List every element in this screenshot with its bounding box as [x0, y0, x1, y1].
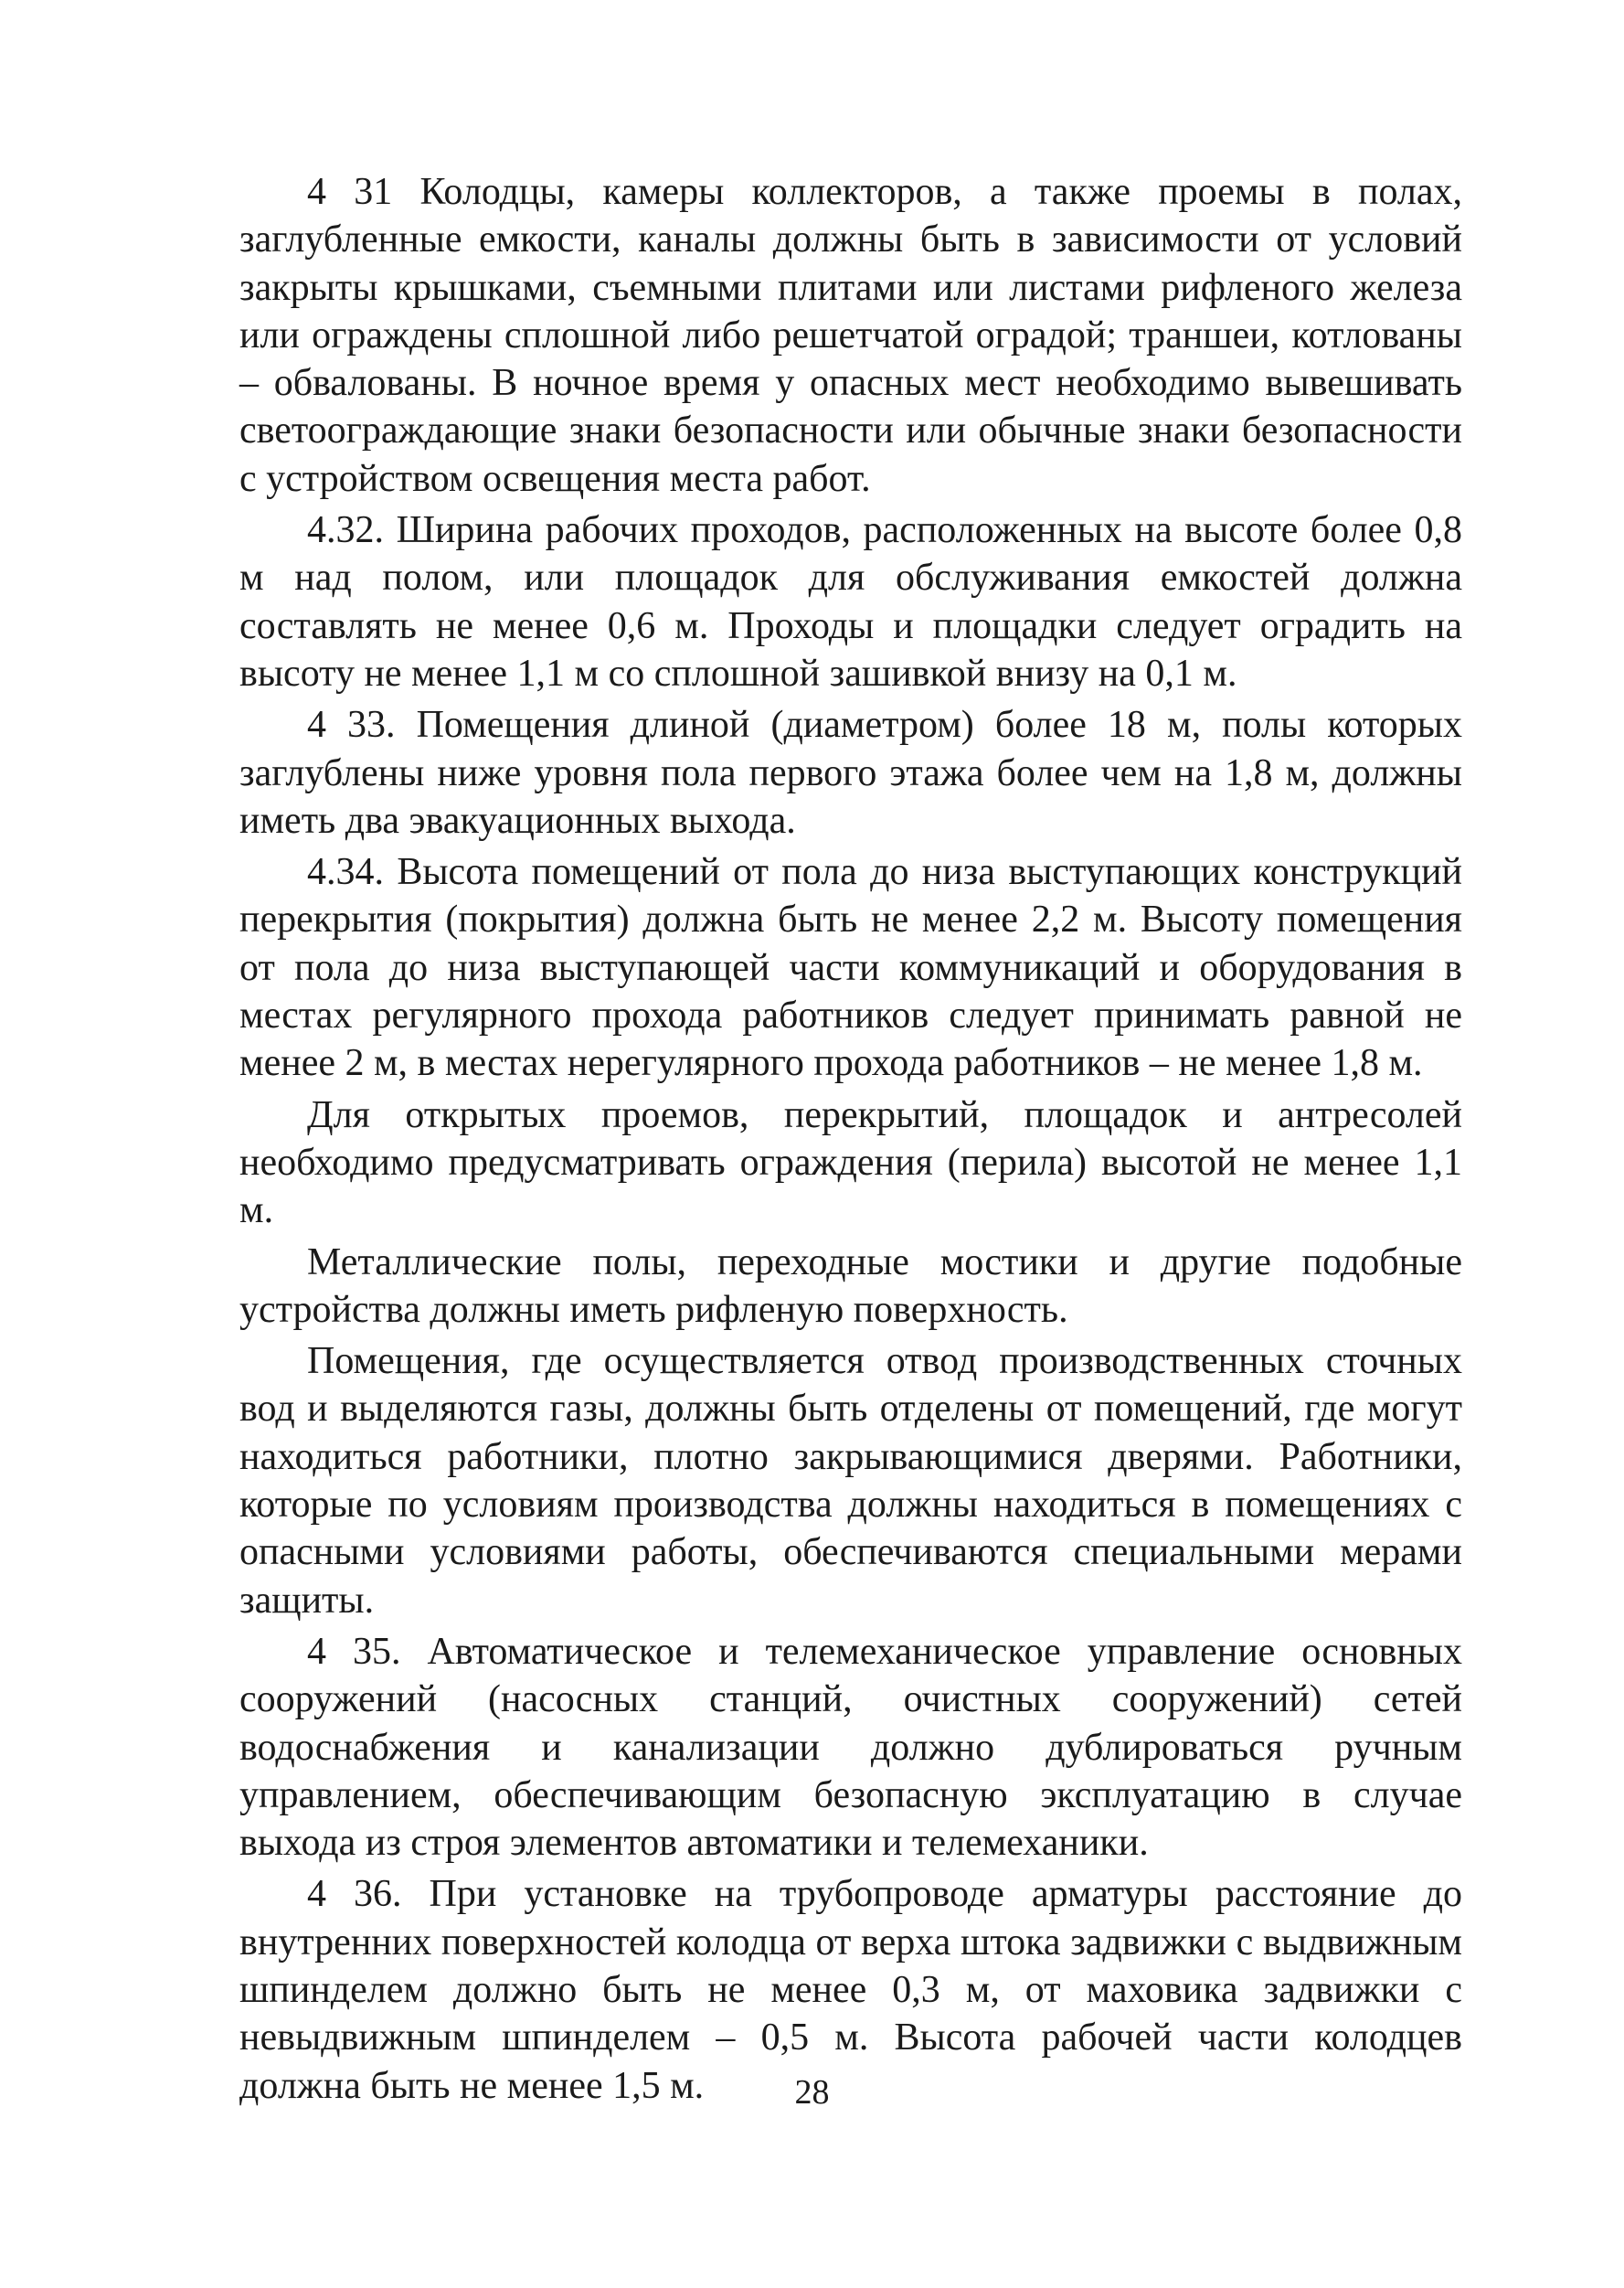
document-body	[239, 168, 1462, 2113]
paragraph-4-36: 4 36. При установке на трубопроводе арматуры расстояние до внутренних поверхностей колодца от верха штока задвижки с выдвижным шпинделем должно быть не менее 0,3 м, от маховика задвижки с невыдвижным шпинделем – 0,5 м. Высота рабочей части колодцев должна быть не менее 1,5 м.	[239, 1873, 1462, 2107]
paragraph-4-34: 4.34. Высота помещений от пола до низа выступающих конструкций перекрытия (покрытия) должна быть не менее 2,2 м. Высоту помещения от пола до низа выступающей части коммуникаций и оборудования в местах регулярного прохода работников следует принимать равной не менее 2 м, в местах нерегулярного прохода работников – не менее 1,8 м.	[239, 851, 1462, 1085]
page-number: 28	[794, 2073, 830, 2112]
paragraph-4-33: 4 33. Помещения длиной (диаметром) более 18 м, полы которых заглублены ниже уровня пола первого этажа более чем на 1,8 м, должны иметь два эвакуационных выхода.	[239, 704, 1462, 842]
paragraph-4-35: 4 35. Автоматическое и телемеханическое управление основных сооружений (насосных станций, очистных сооружений) сетей водоснабжения и канализации должно дублироваться ручным управлением, обеспечивающим безопасную эксплуатацию в случае выхода из строя элементов автоматики и телемеханики.	[239, 1630, 1462, 1865]
paragraph-metal-floors: Металлические полы, переходные мостики и другие подобные устройства должны иметь рифленую поверхность.	[239, 1240, 1462, 1331]
paragraph-4-32: 4.32. Ширина рабочих проходов, расположенных на высоте более 0,8 м над полом, или площадок для обслуживания емкостей должна составлять не менее 0,6 м. Проходы и площадки следует оградить на высоту не менее 1,1 м со сплошной зашивкой внизу на 0,1 м.	[239, 509, 1462, 695]
paragraph-premises-gases: Помещения, где осуществляется отвод производственных сточных вод и выделяются газы, должны быть отделены от помещений, где могут находиться работники, плотно закрывающимися дверями. Работники, которые по условиям производства должны находиться в помещениях с опасными условиями работы, обеспечиваются специальными мерами защиты.	[239, 1340, 1462, 1622]
paragraph-open-openings: Для открытых проемов, перекрытий, площадок и антресолей необходимо предусматривать ограждения (перила) высотой не менее 1,1 м.	[239, 1093, 1462, 1232]
paragraph-4-31: 4 31 Колодцы, камеры коллекторов, а также проемы в полах, заглубленные емкости, каналы должны быть в зависимости от условий закрыты крышками, съемными плитами или листами рифленого железа или ограждены сплошной либо решетчатой оградой; траншеи, котлованы – обвалованы. В ночное время у опасных мест необходимо вывешивать светоограждающие знаки безопасности или обычные знаки безопасности с устройством освещения места работ.	[239, 171, 1462, 500]
